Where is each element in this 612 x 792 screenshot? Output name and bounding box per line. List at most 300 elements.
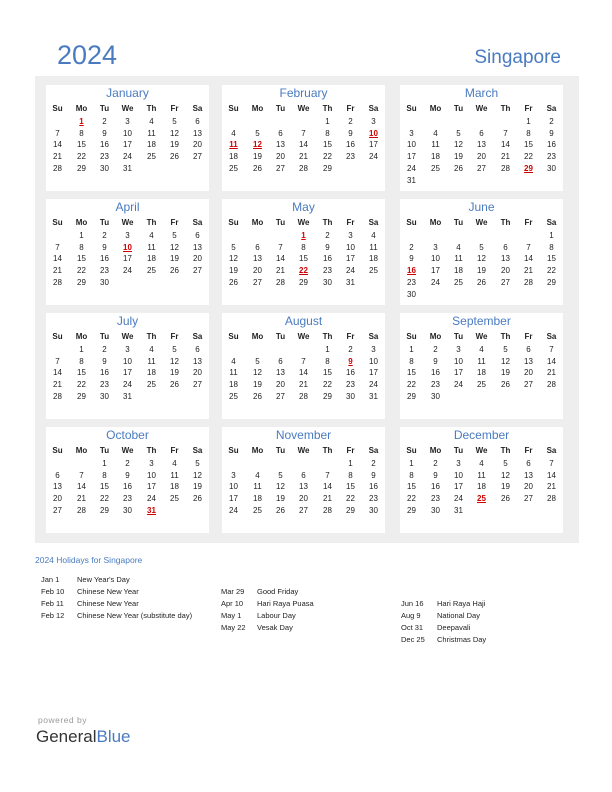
day-cell: 13 xyxy=(477,140,486,150)
day-cell: 8 xyxy=(79,242,84,252)
day-cell: 26 xyxy=(477,277,486,287)
day-cell: 13 xyxy=(193,356,202,366)
day-cell: 23 xyxy=(123,494,132,504)
day-cell: 1 xyxy=(325,345,330,354)
day-cell: 19 xyxy=(170,254,179,264)
day-cell: 3 xyxy=(371,345,376,354)
day-cell: 25 xyxy=(477,380,486,390)
day-header: Fr xyxy=(170,218,179,227)
day-cell: 11 xyxy=(147,356,156,366)
day-cell: 19 xyxy=(170,140,179,150)
day-cell: 16 xyxy=(547,140,556,150)
day-header: Th xyxy=(322,446,333,455)
day-cell: 18 xyxy=(229,380,238,390)
day-cell: 2 xyxy=(433,345,438,354)
day-cell: 1 xyxy=(325,117,330,126)
day-cell: 29 xyxy=(547,277,556,287)
day-header: Fr xyxy=(346,332,355,341)
day-cell: 21 xyxy=(323,494,332,504)
day-cell: 5 xyxy=(255,128,260,138)
day-cell: 3 xyxy=(125,345,130,354)
day-header: Th xyxy=(500,446,511,455)
day-cell: 21 xyxy=(547,482,556,492)
day-cell: 14 xyxy=(53,140,62,150)
day-cell: 24 xyxy=(123,266,132,276)
day-cell: 16 xyxy=(346,140,355,150)
day-cell: 5 xyxy=(172,345,177,354)
day-cell: 3 xyxy=(231,470,236,480)
holiday-row xyxy=(401,635,486,645)
day-header: Su xyxy=(406,332,417,341)
day-header: We xyxy=(297,218,310,227)
day-header: Mo xyxy=(251,332,264,341)
day-cell: 1 xyxy=(79,345,84,354)
day-cell: 8 xyxy=(325,128,330,138)
day-cell: 15 xyxy=(547,254,556,264)
holiday-row xyxy=(401,611,480,621)
day-cell: 24 xyxy=(369,152,378,162)
day-cell: 13 xyxy=(524,470,533,480)
month-january xyxy=(46,85,209,191)
day-cell: 29 xyxy=(77,163,86,173)
day-cell: 28 xyxy=(53,391,62,401)
day-cell: 5 xyxy=(278,470,283,480)
day-cell: 7 xyxy=(526,242,531,252)
day-cell: 18 xyxy=(253,494,262,504)
day-header: Th xyxy=(500,218,511,227)
holiday-day-cell: 25 xyxy=(477,494,486,504)
day-header: We xyxy=(121,104,134,113)
day-cell: 27 xyxy=(524,494,533,504)
day-cell: 2 xyxy=(102,231,107,240)
day-cell: 8 xyxy=(79,128,84,138)
day-cell: 27 xyxy=(276,163,285,173)
day-cell: 14 xyxy=(547,356,556,366)
day-cell: 8 xyxy=(301,242,306,252)
day-cell: 22 xyxy=(77,152,86,162)
day-cell: 26 xyxy=(253,163,262,173)
day-cell: 30 xyxy=(100,391,109,401)
brand-logo xyxy=(36,727,131,747)
day-cell: 20 xyxy=(524,368,533,378)
day-cell: 5 xyxy=(172,231,177,240)
day-cell: 18 xyxy=(170,482,179,492)
day-header: Tu xyxy=(99,218,110,227)
day-cell: 13 xyxy=(524,356,533,366)
day-header: Tu xyxy=(453,104,464,113)
day-cell: 19 xyxy=(276,494,285,504)
day-cell: 13 xyxy=(299,482,308,492)
day-cell: 7 xyxy=(549,345,554,354)
day-cell: 1 xyxy=(79,231,84,240)
day-header: Fr xyxy=(524,332,533,341)
day-cell: 17 xyxy=(123,368,132,378)
day-cell: 29 xyxy=(323,391,332,401)
day-cell: 19 xyxy=(170,368,179,378)
day-cell: 23 xyxy=(431,494,440,504)
month-may xyxy=(222,199,385,305)
day-cell: 21 xyxy=(77,494,86,504)
day-header: Tu xyxy=(453,218,464,227)
holiday-name: Deepavali xyxy=(437,623,471,632)
month-name: January xyxy=(106,86,149,100)
day-cell: 30 xyxy=(323,277,332,287)
holiday-row xyxy=(41,587,139,597)
day-header: Th xyxy=(500,104,511,113)
day-cell: 23 xyxy=(323,266,332,276)
day-cell: 17 xyxy=(454,482,463,492)
day-cell: 11 xyxy=(454,254,463,264)
day-cell: 10 xyxy=(346,242,355,252)
holiday-day-cell: 12 xyxy=(253,140,262,150)
day-cell: 8 xyxy=(348,470,353,480)
day-cell: 5 xyxy=(503,459,508,468)
day-header: Mo xyxy=(429,332,442,341)
day-cell: 16 xyxy=(346,368,355,378)
day-header: Th xyxy=(322,332,333,341)
day-cell: 6 xyxy=(55,470,60,480)
day-cell: 17 xyxy=(431,266,440,276)
day-header: Mo xyxy=(429,446,442,455)
month-name: November xyxy=(275,428,332,442)
day-header: Sa xyxy=(192,332,203,341)
month-july xyxy=(46,313,209,419)
holiday-day-cell: 10 xyxy=(369,128,378,138)
day-cell: 8 xyxy=(79,356,84,366)
holiday-name: Labour Day xyxy=(257,611,296,620)
day-header: Fr xyxy=(524,218,533,227)
day-cell: 3 xyxy=(409,128,414,138)
holiday-day-cell: 31 xyxy=(147,505,156,515)
day-cell: 9 xyxy=(549,128,554,138)
day-cell: 19 xyxy=(501,482,510,492)
day-header: Fr xyxy=(170,332,179,341)
day-cell: 11 xyxy=(147,242,156,252)
holiday-day-cell: 1 xyxy=(301,231,306,240)
day-cell: 21 xyxy=(547,368,556,378)
day-cell: 25 xyxy=(369,266,378,276)
day-cell: 13 xyxy=(53,482,62,492)
holiday-row xyxy=(221,623,293,633)
day-cell: 10 xyxy=(229,482,238,492)
day-cell: 23 xyxy=(100,266,109,276)
day-cell: 16 xyxy=(431,368,440,378)
month-august xyxy=(222,313,385,419)
holiday-day-cell: 10 xyxy=(123,242,132,252)
day-header: Sa xyxy=(546,446,557,455)
holiday-name: Vesak Day xyxy=(257,623,293,632)
day-cell: 13 xyxy=(276,140,285,150)
day-header: Sa xyxy=(546,218,557,227)
day-cell: 11 xyxy=(477,356,486,366)
day-cell: 4 xyxy=(149,345,154,354)
month-february xyxy=(222,85,385,191)
holidays-title: 2024 Holidays for Singapore xyxy=(35,555,143,565)
day-cell: 3 xyxy=(433,242,438,252)
day-cell: 26 xyxy=(229,277,238,287)
day-cell: 27 xyxy=(53,505,62,515)
day-cell: 5 xyxy=(172,117,177,126)
day-cell: 3 xyxy=(149,459,154,468)
day-cell: 28 xyxy=(276,277,285,287)
day-cell: 8 xyxy=(409,470,414,480)
day-cell: 17 xyxy=(369,368,378,378)
day-cell: 17 xyxy=(407,152,416,162)
day-cell: 17 xyxy=(346,254,355,264)
day-cell: 28 xyxy=(524,277,533,287)
day-cell: 27 xyxy=(193,152,202,162)
month-name: December xyxy=(453,428,510,442)
day-cell: 30 xyxy=(346,391,355,401)
month-name: July xyxy=(116,314,139,328)
day-cell: 5 xyxy=(456,128,461,138)
day-cell: 28 xyxy=(323,505,332,515)
day-header: Sa xyxy=(546,332,557,341)
day-cell: 15 xyxy=(299,254,308,264)
holiday-date: Jan 1 xyxy=(41,575,60,584)
day-cell: 24 xyxy=(123,380,132,390)
day-cell: 24 xyxy=(431,277,440,287)
day-header: Th xyxy=(146,218,157,227)
day-cell: 23 xyxy=(346,380,355,390)
day-cell: 28 xyxy=(547,494,556,504)
day-cell: 11 xyxy=(253,482,262,492)
day-header: Sa xyxy=(192,446,203,455)
country-title: Singapore xyxy=(474,47,561,68)
holiday-date: Oct 31 xyxy=(401,623,424,632)
day-cell: 9 xyxy=(371,470,376,480)
month-name: February xyxy=(279,86,328,100)
day-cell: 29 xyxy=(77,277,86,287)
day-cell: 19 xyxy=(253,152,262,162)
day-header: Su xyxy=(406,218,417,227)
day-header: Sa xyxy=(368,218,379,227)
holiday-date: Feb 10 xyxy=(41,587,65,596)
day-cell: 26 xyxy=(501,494,510,504)
day-cell: 13 xyxy=(193,242,202,252)
day-cell: 19 xyxy=(193,482,202,492)
day-cell: 15 xyxy=(100,482,109,492)
day-cell: 14 xyxy=(53,254,62,264)
day-cell: 6 xyxy=(278,356,283,366)
day-header: We xyxy=(475,446,488,455)
day-cell: 18 xyxy=(147,368,156,378)
day-cell: 22 xyxy=(547,266,556,276)
day-header: We xyxy=(121,332,134,341)
calendar-grid xyxy=(35,76,579,543)
day-header: Mo xyxy=(75,104,88,113)
day-cell: 15 xyxy=(524,140,533,150)
day-header: Su xyxy=(228,446,239,455)
month-name: September xyxy=(452,314,511,328)
holiday-row xyxy=(221,599,314,609)
day-cell: 14 xyxy=(299,368,308,378)
day-cell: 29 xyxy=(100,505,109,515)
holiday-date: Aug 9 xyxy=(401,611,421,620)
day-cell: 8 xyxy=(325,356,330,366)
day-cell: 15 xyxy=(77,140,86,150)
day-cell: 26 xyxy=(501,380,510,390)
day-cell: 6 xyxy=(526,459,531,468)
day-cell: 9 xyxy=(102,128,107,138)
day-header: Sa xyxy=(368,446,379,455)
day-cell: 16 xyxy=(431,482,440,492)
day-cell: 9 xyxy=(433,356,438,366)
day-cell: 20 xyxy=(299,494,308,504)
day-cell: 2 xyxy=(125,459,130,468)
day-cell: 10 xyxy=(123,356,132,366)
day-cell: 18 xyxy=(477,368,486,378)
day-cell: 8 xyxy=(526,128,531,138)
day-cell: 12 xyxy=(276,482,285,492)
day-cell: 14 xyxy=(547,470,556,480)
day-cell: 11 xyxy=(431,140,440,150)
day-header: Su xyxy=(52,332,63,341)
day-header: Mo xyxy=(429,104,442,113)
day-header: We xyxy=(475,104,488,113)
day-header: Su xyxy=(228,218,239,227)
day-cell: 29 xyxy=(299,277,308,287)
day-cell: 25 xyxy=(454,277,463,287)
day-cell: 7 xyxy=(549,459,554,468)
holiday-row xyxy=(401,599,485,609)
day-header: We xyxy=(475,332,488,341)
day-cell: 7 xyxy=(79,470,84,480)
day-cell: 7 xyxy=(325,470,330,480)
day-cell: 5 xyxy=(231,242,236,252)
day-cell: 31 xyxy=(369,391,378,401)
holiday-row xyxy=(221,611,296,621)
day-header: Tu xyxy=(275,104,286,113)
day-header: Su xyxy=(228,104,239,113)
day-cell: 7 xyxy=(503,128,508,138)
day-cell: 25 xyxy=(147,380,156,390)
day-cell: 11 xyxy=(477,470,486,480)
day-header: Su xyxy=(228,332,239,341)
day-cell: 21 xyxy=(53,380,62,390)
holiday-day-cell: 1 xyxy=(79,117,84,126)
day-header: Sa xyxy=(546,104,557,113)
day-header: Th xyxy=(322,104,333,113)
day-cell: 27 xyxy=(524,380,533,390)
day-cell: 9 xyxy=(102,356,107,366)
day-cell: 7 xyxy=(301,128,306,138)
day-cell: 13 xyxy=(276,368,285,378)
day-cell: 2 xyxy=(102,117,107,126)
month-name: June xyxy=(468,200,495,214)
day-cell: 28 xyxy=(299,391,308,401)
day-cell: 23 xyxy=(100,152,109,162)
day-cell: 14 xyxy=(276,254,285,264)
day-cell: 2 xyxy=(348,117,353,126)
month-april xyxy=(46,199,209,305)
day-cell: 12 xyxy=(454,140,463,150)
day-cell: 17 xyxy=(229,494,238,504)
day-header: Th xyxy=(500,332,511,341)
day-cell: 18 xyxy=(369,254,378,264)
holiday-day-cell: 9 xyxy=(348,356,353,366)
month-name: August xyxy=(284,314,323,328)
day-cell: 21 xyxy=(53,152,62,162)
day-header: Th xyxy=(322,218,333,227)
day-cell: 20 xyxy=(276,380,285,390)
day-header: Su xyxy=(52,104,63,113)
day-cell: 25 xyxy=(170,494,179,504)
day-cell: 29 xyxy=(407,391,416,401)
month-name: May xyxy=(292,200,315,214)
day-header: Tu xyxy=(99,332,110,341)
month-march xyxy=(400,85,563,191)
day-cell: 12 xyxy=(501,356,510,366)
day-header: Mo xyxy=(75,446,88,455)
day-cell: 8 xyxy=(409,356,414,366)
month-name: April xyxy=(115,200,140,214)
day-cell: 2 xyxy=(409,242,414,252)
day-cell: 7 xyxy=(301,356,306,366)
day-header: We xyxy=(475,218,488,227)
holiday-day-cell: 29 xyxy=(524,163,533,173)
day-cell: 24 xyxy=(407,163,416,173)
day-cell: 19 xyxy=(454,152,463,162)
day-header: We xyxy=(121,218,134,227)
day-cell: 16 xyxy=(100,140,109,150)
day-header: Sa xyxy=(368,104,379,113)
day-cell: 30 xyxy=(431,505,440,515)
day-cell: 29 xyxy=(346,505,355,515)
day-cell: 14 xyxy=(77,482,86,492)
day-cell: 11 xyxy=(229,368,238,378)
day-cell: 30 xyxy=(100,163,109,173)
day-cell: 27 xyxy=(299,505,308,515)
day-cell: 27 xyxy=(193,380,202,390)
day-cell: 21 xyxy=(299,380,308,390)
day-cell: 3 xyxy=(125,231,130,240)
day-header: We xyxy=(121,446,134,455)
day-cell: 22 xyxy=(524,152,533,162)
day-header: Mo xyxy=(75,332,88,341)
day-cell: 2 xyxy=(348,345,353,354)
day-cell: 25 xyxy=(253,505,262,515)
day-cell: 17 xyxy=(123,254,132,264)
day-cell: 12 xyxy=(170,356,179,366)
day-header: Th xyxy=(146,332,157,341)
holiday-name: Chinese New Year xyxy=(77,587,139,596)
day-cell: 6 xyxy=(195,117,200,126)
day-cell: 13 xyxy=(253,254,262,264)
month-october xyxy=(46,427,209,533)
day-cell: 12 xyxy=(229,254,238,264)
day-cell: 20 xyxy=(524,482,533,492)
day-cell: 23 xyxy=(369,494,378,504)
day-cell: 12 xyxy=(501,470,510,480)
day-cell: 13 xyxy=(193,128,202,138)
day-cell: 7 xyxy=(55,356,60,366)
holiday-name: Hari Raya Puasa xyxy=(257,599,314,608)
holiday-day-cell: 22 xyxy=(299,266,308,276)
day-cell: 3 xyxy=(371,117,376,126)
day-cell: 4 xyxy=(231,356,236,366)
day-cell: 9 xyxy=(325,242,330,252)
holiday-name: New Year's Day xyxy=(77,575,130,584)
day-cell: 18 xyxy=(147,254,156,264)
day-cell: 1 xyxy=(102,459,107,468)
day-cell: 26 xyxy=(170,266,179,276)
holiday-name: Good Friday xyxy=(257,587,299,596)
day-cell: 5 xyxy=(255,356,260,366)
day-cell: 18 xyxy=(431,152,440,162)
day-cell: 2 xyxy=(325,231,330,240)
day-cell: 10 xyxy=(454,470,463,480)
